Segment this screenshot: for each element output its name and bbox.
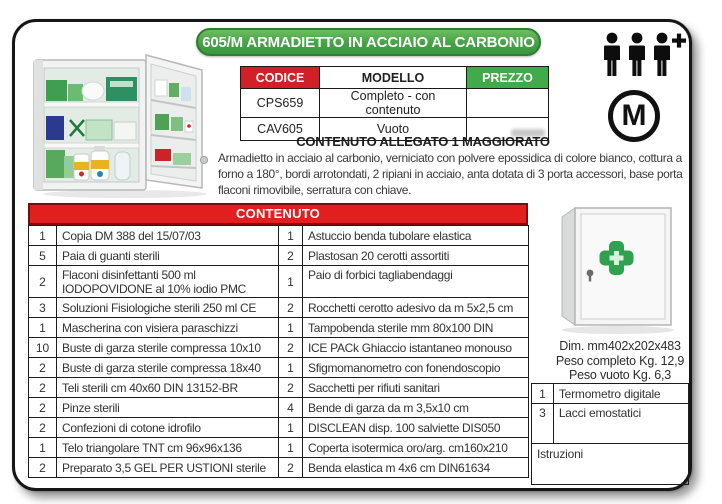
contents-right-qty: 2: [279, 246, 303, 266]
contents-right-item: DISCLEAN disp. 100 salviette DIS050: [303, 418, 529, 438]
contents-left-qty: 2: [29, 458, 57, 478]
product-description: Armadietto in acciaio al carbonio, verniciato con polvere epossidica di colore bianco, cottura a forno a 180°, bordi arrotondati, 2 ripiani in acciaio, anta dotata di 3 porta accessori, base porta flaconi rimovibile, serratura con chiave.: [218, 151, 683, 197]
open-cabinet-image: [30, 50, 208, 200]
item-qty: 1: [532, 384, 554, 404]
contents-left-qty: 2: [29, 266, 57, 298]
contents-left-item: Soluzioni Fisiologiche sterili 250 ml CE: [57, 298, 279, 318]
contents-right-qty: 2: [279, 298, 303, 318]
weight-full-text: Peso completo Kg. 12,9: [555, 353, 685, 368]
plus-icon: [672, 34, 686, 48]
contents-right-item: Sacchetti per rifiuti sanitari: [303, 378, 529, 398]
contents-row: [29, 226, 529, 246]
contents-table-title: CONTENUTO: [28, 203, 528, 225]
contents-right-qty: 1: [279, 266, 303, 298]
contents-right-item: Astuccio benda tubolare elastica: [303, 226, 529, 246]
item-name: Lacci emostatici: [553, 404, 688, 444]
contents-right-item: Plastosan 20 cerotti assortiti: [303, 246, 529, 266]
item-qty: 3: [532, 404, 554, 444]
content-note: CONTENUTO ALLEGATO 1 MAGGIORATO: [296, 134, 550, 149]
item-name: Termometro digitale: [553, 384, 688, 404]
contents-row: [29, 266, 529, 298]
contents-left-qty: 1: [29, 226, 57, 246]
m-letter: M: [621, 99, 647, 132]
extra-item-row: [532, 384, 689, 404]
contents-right-item: Tampobenda sterile mm 80x100 DIN: [303, 318, 529, 338]
contents-right-qty: 4: [279, 398, 303, 418]
contents-row: [29, 438, 529, 458]
contents-right-item: Paio di forbici tagliabendaggi: [303, 266, 529, 298]
contents-right-item: Benda elastica m 4x6 cm DIN61634: [303, 458, 529, 478]
contents-left-item: Buste di garza sterile compressa 18x40: [57, 358, 279, 378]
closed-cabinet-image: [556, 201, 686, 335]
contents-left-item: Paia di guanti sterili: [57, 246, 279, 266]
dimensions-block: [533, 339, 707, 383]
contents-left-qty: 2: [29, 378, 57, 398]
m-circle-icon: [608, 90, 660, 142]
contents-right-item: Rocchetti cerotto adesivo da m 5x2,5 cm: [303, 298, 529, 318]
person-icon: [604, 33, 620, 76]
contents-left-item: Flaconi disinfettanti 500 ml IODOPOVIDONE al 10% iodio PMC: [57, 266, 279, 298]
contents-right-item: ICE PACk Ghiaccio istantaneo monouso: [303, 338, 529, 358]
contents-left-item: Confezioni di cotone idrofilo: [57, 418, 279, 438]
product-title: 605/M ARMADIETTO IN ACCIAIO AL CARBONIO: [196, 28, 541, 56]
instructions-row: [532, 444, 689, 485]
contents-row: [29, 458, 529, 478]
codes-header-row: [241, 67, 549, 89]
contents-left-item: Teli sterili cm 40x60 DIN 13152-BR: [57, 378, 279, 398]
contents-left-item: Copia DM 388 del 15/07/03: [57, 226, 279, 246]
contents-right-qty: 2: [279, 458, 303, 478]
contents-left-qty: 5: [29, 246, 57, 266]
person-icon: [654, 33, 670, 76]
contents-right-qty: 1: [279, 438, 303, 458]
contents-left-qty: 2: [29, 418, 57, 438]
contents-left-qty: 2: [29, 398, 57, 418]
codes-row: [241, 89, 549, 118]
extra-item-row: [532, 404, 689, 444]
capacity-icon: [603, 32, 687, 80]
contents-right-item: Sfigmomanometro con fonendoscopio: [303, 358, 529, 378]
dimensions-text: Dim. mm402x202x483: [559, 339, 681, 353]
closed-cabinet-illustration: [556, 201, 686, 335]
contents-right-qty: 2: [279, 378, 303, 398]
person-icon: [629, 33, 645, 76]
contents-row: [29, 378, 529, 398]
catalog-card: [12, 19, 692, 491]
contents-right-item: Coperta isotermica oro/arg. cm160x210: [303, 438, 529, 458]
contents-left-item: Preparato 3,5 GEL PER USTIONI sterile: [57, 458, 279, 478]
contents-row: [29, 338, 529, 358]
contents-table: [28, 225, 529, 478]
contents-left-qty: 1: [29, 438, 57, 458]
open-cabinet-illustration: [30, 50, 208, 200]
extra-items-table: [531, 383, 689, 485]
contents-row: [29, 418, 529, 438]
instructions-note: Istruzioni: [532, 444, 689, 485]
contents-right-qty: 1: [279, 358, 303, 378]
contents-section: [28, 203, 528, 478]
codice-value: CPS659: [241, 89, 320, 118]
contents-row: [29, 398, 529, 418]
contents-right-qty: 1: [279, 226, 303, 246]
codice-header: CODICE: [241, 67, 320, 89]
contents-right-qty: 1: [279, 418, 303, 438]
contents-left-item: Pinze sterili: [57, 398, 279, 418]
contents-left-qty: 10: [29, 338, 57, 358]
prezzo-value: [467, 89, 549, 118]
contents-right-qty: 1: [279, 318, 303, 338]
contents-left-item: Mascherina con visiera paraschizzi: [57, 318, 279, 338]
modello-value: Vuoto: [320, 118, 467, 141]
contents-left-item: Telo triangolare TNT cm 96x96x136: [57, 438, 279, 458]
contents-row: [29, 246, 529, 266]
contents-right-qty: 2: [279, 338, 303, 358]
weight-empty-text: Peso vuoto Kg. 6,3: [568, 368, 672, 382]
contents-row: [29, 318, 529, 338]
contents-left-qty: 1: [29, 318, 57, 338]
codice-value: CAV605: [241, 118, 320, 141]
three-people-plus-icon: [603, 32, 687, 80]
contents-left-qty: 2: [29, 358, 57, 378]
prezzo-header: PREZZO: [467, 67, 549, 89]
contents-row: [29, 298, 529, 318]
contents-left-item: Buste di garza sterile compressa 10x10: [57, 338, 279, 358]
contents-right-item: Bende di garza da m 3,5x10 cm: [303, 398, 529, 418]
contents-row: [29, 358, 529, 378]
modello-value: Completo - con contenuto: [320, 89, 467, 118]
modello-header: MODELLO: [320, 67, 467, 89]
contents-left-qty: 3: [29, 298, 57, 318]
product-codes-table: [240, 66, 549, 141]
